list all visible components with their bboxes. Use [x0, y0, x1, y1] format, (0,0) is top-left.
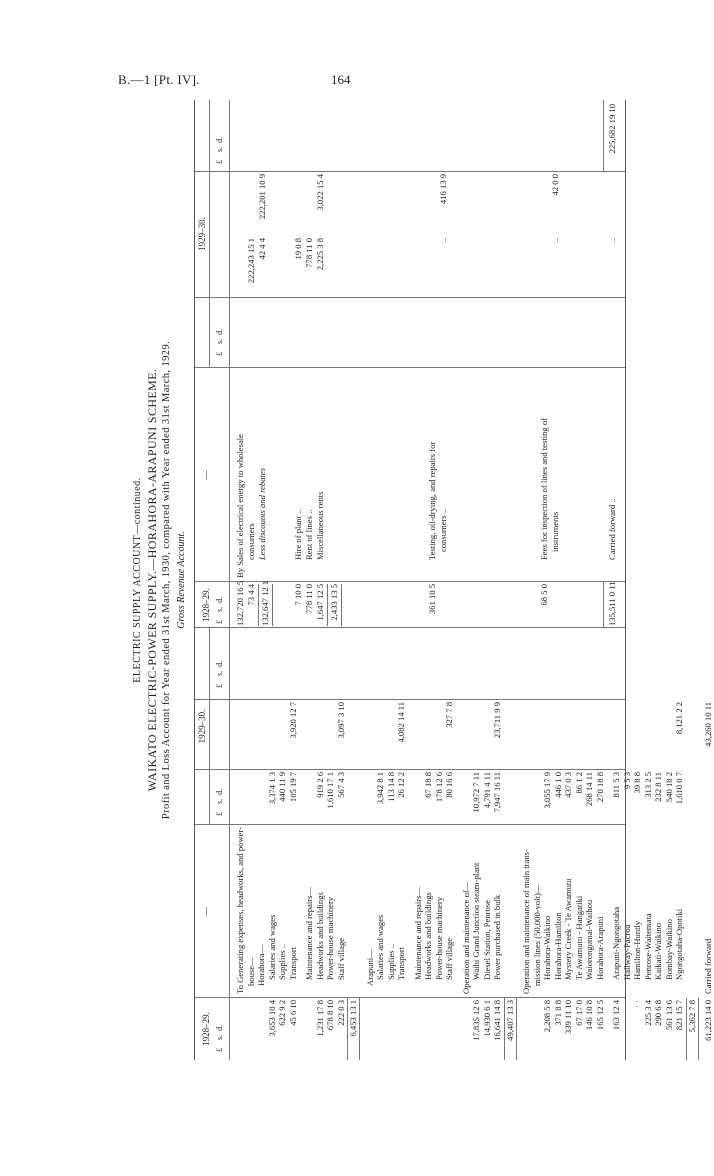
prior-year-amount: 2,208 5 8	[542, 1000, 552, 1033]
sales-amount: 222,243 15 1	[246, 238, 256, 284]
lsd-header: £ s. d.	[215, 1024, 224, 1052]
expense-amount: 80 16 6	[444, 772, 454, 798]
prior-year-amount: 222 0 3	[335, 1000, 346, 1026]
cf-dots: ..	[607, 238, 617, 243]
prior-year-amount: 146 10 8	[584, 1000, 594, 1031]
sales-net-total: 222,201 10 9	[257, 174, 267, 220]
hire-amount: 19 0 8	[293, 238, 303, 260]
rotated-account-page	[116, 100, 713, 1060]
expense-label: Operation and maintenance of—	[460, 881, 471, 994]
rent-amount: 778 11 0	[304, 238, 314, 268]
fees-label: Fees for inspection of lines and testing of	[539, 417, 549, 560]
expense-amount: 270 18 8	[594, 772, 605, 803]
column-divider	[195, 171, 625, 172]
prev-discount-amount: 73 4 4	[246, 584, 256, 606]
subtotal-rule	[504, 998, 505, 1060]
expense-label: Maintenance and repairs—	[412, 886, 423, 980]
expense-label: To Generating expenses, headworks, and power-	[235, 827, 245, 994]
expense-amount: 39 8 8	[632, 772, 642, 794]
prior-year-amount: 339 11 10	[563, 1000, 573, 1035]
expense-label: Power-house machinery	[433, 896, 444, 980]
account-subtitle: Profit and Loss Account for Year ended 31st March, 1930, compared with Year ended 31st March, 1929.	[161, 340, 172, 820]
expense-amount: 567 4 3	[335, 772, 346, 798]
expense-label: Bombay-Waikino	[663, 919, 674, 980]
expense-label: Kaikati-Waikino	[653, 922, 663, 980]
prior-year-amount: 678 8 10	[325, 1000, 335, 1031]
expense-amount: 9 5 3	[621, 772, 632, 790]
prior-year-amount: 290 6 8	[653, 1000, 663, 1026]
expense-amount: 1,610 0 7	[674, 772, 684, 805]
prior-year-amount: · ·	[632, 1000, 642, 1008]
expense-label: house—	[245, 957, 256, 986]
expense-label: Arapuni-Ngongotaha	[611, 906, 621, 980]
subtotal-rule	[686, 998, 687, 1060]
expense-label: Salaries and wages	[266, 914, 277, 980]
expense-label: Headworks and buildings	[314, 892, 325, 980]
column-divider	[195, 699, 625, 700]
expense-amount: 178 12 6	[433, 772, 444, 803]
expense-amount: 86 1 2	[573, 772, 584, 794]
prior-year-amount: 3,653 10 4	[266, 1000, 277, 1037]
header-rule	[229, 100, 230, 1060]
section-title: Gross Revenue Account.	[176, 531, 187, 629]
fees-label-cont: instruments	[550, 511, 560, 552]
expense-amount: 540 18 2	[663, 772, 674, 803]
header-rule	[209, 100, 210, 368]
total-rule	[603, 100, 604, 172]
prior-year-amount: 561 13 6	[663, 1000, 674, 1031]
expense-amount: 1,610 17 1	[325, 772, 335, 809]
expense-subtotal: 23,711 9 9	[492, 702, 502, 739]
lsd-header: £ s. d.	[215, 596, 224, 624]
expense-amount: 4,791 4 11	[481, 772, 492, 809]
misc-amount: 2,225 3 8	[315, 238, 325, 271]
expense-label: Carried forward	[703, 938, 713, 994]
subtotal-rule	[272, 584, 273, 626]
header-1929-30-right: 1929–30.	[197, 217, 207, 251]
rent-label: Rent of lines ..	[304, 509, 314, 560]
prior-year-amount: 6,453 13 1	[348, 1000, 358, 1037]
column-divider	[195, 769, 625, 770]
expense-label: Penrose-Waitemata	[642, 913, 653, 980]
header-1928-29-left: 1928–29.	[201, 1012, 211, 1046]
header-rule	[209, 628, 210, 825]
carried-forward-label: Carried forward ..	[607, 498, 617, 560]
header-1928-29-right: 1928–29.	[201, 588, 211, 622]
prior-year-amount: 821 15 7	[674, 1000, 684, 1031]
expense-amount: 7,947 16 11	[492, 772, 502, 813]
subtotal-rule	[359, 998, 360, 1060]
column-divider	[195, 627, 625, 628]
expense-label: Maintenance and repairs—	[304, 886, 314, 980]
testing-total: 416 13 9	[438, 174, 448, 205]
account-title: ELECTRIC SUPPLY ACCOUNT—continued.	[132, 477, 143, 683]
expense-label: Waihi Grand Junction steam-plant	[471, 862, 481, 980]
prior-year-amount: 67 17 0	[573, 1000, 584, 1026]
prev-rent-amount: 778 11 0	[304, 584, 314, 614]
prev-misc-amount: 1,647 12 5	[315, 584, 325, 621]
expense-label: Hamilton-Huntly	[632, 920, 642, 980]
expense-label: Salaries and wages	[375, 914, 385, 980]
prior-year-amount: 1,231 17 8	[314, 1000, 325, 1037]
header-dash-right: —	[201, 470, 211, 480]
prior-year-amount: 371 8 8	[552, 1000, 563, 1026]
expense-subtotal: 43,260 10 11	[703, 702, 713, 747]
expense-amount: 67 18 8	[423, 772, 433, 798]
expense-amount: 3,055 17 9	[542, 772, 552, 809]
expense-amount: 232 8 11	[653, 772, 663, 802]
sales-label-cont: consumers	[246, 523, 256, 560]
expense-amount: 26 12 2	[396, 772, 406, 798]
prior-year-amount: 45 6 10	[287, 1000, 298, 1026]
expense-label: Diesel Station, Penrose	[481, 900, 492, 980]
expense-label: Power-house machinery	[325, 896, 335, 980]
hire-label: Hire of plant ..	[293, 509, 303, 560]
header-1929-30-left: 1929–30.	[197, 709, 207, 744]
expense-label: Hallway-Pacroa	[621, 924, 632, 980]
prev-carried-forward: 135,511 0 11	[607, 581, 617, 626]
subtotal-rule	[347, 998, 348, 1060]
misc-rents-label: Miscellaneous rents	[315, 491, 325, 560]
prev-sales-total: 132,647 12 1	[260, 580, 270, 626]
expense-subtotal: 8,121 2 2	[674, 702, 684, 735]
subtotal-rule	[516, 998, 517, 1060]
column-divider	[195, 997, 625, 998]
carried-forward-total: 225,682 19 10	[607, 104, 617, 154]
lsd-header: £ s. d.	[215, 660, 224, 688]
expense-amount: 105 19 7	[287, 772, 298, 803]
subtotal-rule	[341, 584, 342, 626]
column-divider	[195, 367, 625, 368]
expense-label: Headworks and buildings	[423, 892, 433, 980]
expense-amount: 440 11 9	[277, 772, 287, 802]
prev-testing-amount: 361 10 5	[427, 584, 437, 615]
expense-label: Supplies ..	[277, 943, 287, 980]
expense-label: Te Awamutu - Hangatiki	[573, 895, 584, 980]
report-reference: B.—1 [Pt. IV].	[118, 72, 200, 87]
prev-sales-amount: 132,720 16 5	[235, 580, 245, 626]
expense-label: Mystery Creek - Te Awamutu	[563, 878, 573, 980]
prev-misc-total: 2,433 13 5	[329, 584, 339, 621]
expense-subtotal: 3,920 12 7	[287, 702, 298, 739]
prev-hire-amount: 7 10 0	[293, 584, 303, 606]
prior-year-amount: 61,223 14 0	[703, 1000, 713, 1041]
expense-amount: 113 14 8	[385, 772, 396, 802]
testing-label-cont: consumers ..	[438, 508, 448, 552]
lsd-header: £ s. d.	[215, 136, 224, 164]
subtotal-rule	[327, 584, 328, 626]
prior-year-amount: 165 12 5	[594, 1000, 605, 1031]
expense-label: Horahora-Arapuni	[594, 916, 605, 980]
lsd-header: £ s. d.	[215, 788, 224, 816]
subtotal-rule	[698, 998, 699, 1060]
page-number: 164	[331, 72, 351, 87]
rents-total: 3,022 15 4	[315, 174, 325, 211]
expense-amount: 446 1 0	[552, 772, 563, 798]
expense-label: Staff village	[335, 937, 346, 980]
expense-label: Staff village	[444, 937, 454, 980]
subtotal-rule	[258, 584, 259, 626]
expense-label: Waiorongomai-Waihou	[584, 899, 594, 980]
expense-label: Horahora-Hamilton	[552, 912, 563, 980]
prior-year-amount: 5,362 7 8	[686, 1000, 697, 1033]
prior-year-amount: 17,835 12 6	[471, 1000, 481, 1041]
revenue-account-table	[194, 100, 713, 1060]
expense-label: Transport	[396, 946, 406, 980]
expense-amount: 919 2 6	[314, 772, 325, 798]
expense-amount: 811 5 3	[611, 772, 621, 798]
prior-year-amount: 16,641 14 8	[492, 1000, 502, 1041]
fees-dots: ..	[550, 238, 560, 243]
prior-year-amount: 622 9 2	[277, 1000, 287, 1026]
lsd-header: £ s. d.	[215, 328, 224, 356]
scheme-title: WAIKATO ELECTRIC-POWER SUPPLY.—HORAHORA-ARAPUNI SCHEME.	[145, 368, 159, 792]
fees-total: 42 0 0	[550, 174, 560, 196]
expense-subtotal: 4,082 14 11	[396, 702, 406, 743]
header-dash-left: —	[201, 907, 211, 916]
prior-year-amount: 14,930 6 1	[481, 1000, 492, 1037]
expense-amount: 268 14 11	[584, 772, 594, 807]
expense-amount: 3,942 8 1	[375, 772, 385, 805]
expense-subtotal: 3,097 3 10	[335, 702, 346, 739]
expense-label: Arapuni—	[364, 949, 375, 986]
expense-subtotal: 327 7 8	[444, 702, 454, 728]
column-divider	[195, 297, 625, 298]
expense-label: Ngongotaha-Opotiki	[674, 908, 684, 980]
expense-label: Power purchased in bulk	[492, 894, 502, 980]
prior-year-amount: 225 3 4	[642, 1000, 653, 1026]
expense-label: Transport	[287, 946, 298, 980]
prior-year-amount: 49,407 13 3	[504, 1000, 515, 1041]
expense-amount: 3,374 1 3	[266, 772, 277, 805]
expense-label: mission lines (50,000-volt)—	[531, 884, 542, 986]
total-rule	[603, 582, 604, 628]
expense-label: Supplies ..	[385, 943, 396, 980]
prev-fees-amount: 68 5 0	[539, 584, 549, 606]
expense-label: Horahora—	[256, 944, 266, 986]
expense-label: Operation and maintenance of main trans-	[521, 849, 531, 994]
discount-amount: 42 4 4	[257, 238, 267, 260]
expense-amount: 10,972 7 11	[471, 772, 481, 813]
discount-label: Less discounts and rebates	[257, 467, 267, 560]
testing-label: Testing, oil-drying, and repairs for	[427, 441, 437, 560]
testing-dots: ..	[438, 238, 448, 243]
expense-amount: 313 2 5	[642, 772, 653, 798]
expense-label: Horahora-Waikino	[542, 915, 552, 980]
expense-amount: 437 0 3	[563, 772, 573, 798]
prior-year-amount: 163 12 4	[611, 1000, 621, 1031]
sales-label: By Sales of electrical energy to wholesale	[235, 434, 245, 578]
column-divider	[195, 824, 625, 825]
page-header	[0, 72, 700, 94]
